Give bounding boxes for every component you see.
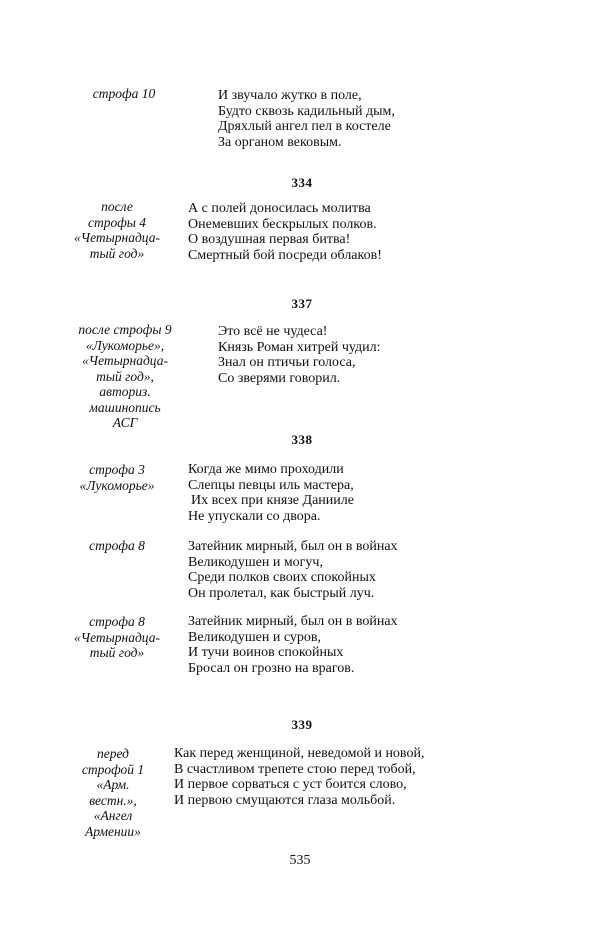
note-line: строфа 3 bbox=[89, 462, 145, 477]
verse-line: Это всё не чудеса! bbox=[218, 324, 328, 339]
note-line: «Лукоморье» bbox=[79, 477, 155, 493]
note-line: Армении» bbox=[85, 823, 141, 839]
entry-verse bbox=[218, 88, 395, 150]
section-number: 339 bbox=[291, 717, 313, 732]
verse-line: Как перед женщиной, неведомой и новой, bbox=[174, 746, 425, 761]
note-line: строфа 10 bbox=[92, 86, 156, 101]
note-line: вестн.», bbox=[89, 792, 137, 808]
verse-line: Когда же мимо проходили bbox=[188, 462, 344, 477]
verse-line: Великодушен и могуч, bbox=[188, 554, 323, 570]
note-line: «Четырнадца- bbox=[82, 353, 168, 368]
verse-line: И тучи воинов спокойных bbox=[188, 645, 344, 660]
verse-line: В счастливом трепете стою перед тобой, bbox=[174, 761, 416, 777]
note-line: тый год», bbox=[96, 368, 154, 384]
verse-line: И первое сорваться с уст боится слово, bbox=[174, 777, 407, 792]
entry-note bbox=[42, 538, 192, 554]
verse-line: За органом вековым. bbox=[218, 134, 342, 150]
entry-note bbox=[42, 462, 192, 493]
verse-line: Среди полков своих спокойных bbox=[188, 570, 376, 585]
verse-line: Великодушен и суров, bbox=[188, 629, 321, 645]
note-line: «Четырнадца- bbox=[74, 629, 160, 645]
entry-note bbox=[49, 86, 199, 102]
note-line: машинопись bbox=[89, 399, 161, 415]
note-line: «Ангел bbox=[93, 808, 133, 823]
verse-line: Он пролетал, как быстрый луч. bbox=[188, 585, 375, 601]
note-line: АСГ bbox=[112, 415, 138, 430]
entry-note bbox=[42, 614, 192, 661]
entry-verse bbox=[188, 201, 382, 263]
verse-line: Со зверями говорил. bbox=[218, 370, 341, 386]
note-line: тый год» bbox=[89, 645, 145, 660]
verse-line: Знал он птичьи голоса, bbox=[218, 355, 356, 370]
note-line: строфа 8 bbox=[89, 614, 145, 629]
verse-line: Смертный бой посреди облаков! bbox=[188, 247, 382, 263]
verse-line: Их всех при князе Данииле bbox=[191, 493, 354, 508]
note-line: после строфы 9 bbox=[78, 322, 172, 337]
section-number: 338 bbox=[291, 432, 313, 447]
section-number: 334 bbox=[291, 175, 313, 190]
verse-line: Не упускали со двора. bbox=[188, 508, 321, 524]
verse-line: Дряхлый ангел пел в костеле bbox=[218, 119, 391, 134]
entry-verse bbox=[188, 462, 354, 524]
verse-line: Затейник мирный, был он в войнах bbox=[188, 614, 398, 629]
verse-line: А с полей доносилась молитва bbox=[188, 201, 371, 216]
note-line: тый год» bbox=[89, 245, 145, 261]
verse-line: Слепцы певцы иль мастера, bbox=[188, 477, 354, 493]
verse-line: Затейник мирный, был он в войнах bbox=[188, 539, 398, 554]
page-number: 535 bbox=[289, 853, 311, 868]
verse-line: Бросал он грозно на врагов. bbox=[188, 660, 355, 676]
entry-verse bbox=[218, 324, 380, 386]
verse-line: Онемевших бескрылых полков. bbox=[188, 216, 377, 232]
note-line: строфа 8 bbox=[89, 538, 145, 553]
verse-line: О воздушная первая битва! bbox=[188, 232, 351, 247]
entry-note bbox=[38, 746, 188, 839]
note-line: авториз. bbox=[99, 384, 151, 399]
entry-note bbox=[42, 199, 192, 261]
note-line: перед bbox=[97, 746, 129, 761]
entry-note bbox=[45, 322, 205, 431]
verse-line: И первою смущаются глаза мольбой. bbox=[174, 792, 396, 808]
entry-verse bbox=[174, 746, 424, 808]
note-line: строфы 4 bbox=[87, 214, 147, 230]
section-number: 337 bbox=[291, 296, 313, 311]
note-line: после bbox=[101, 199, 133, 214]
note-line: «Четырнадца- bbox=[74, 230, 160, 245]
entry-verse bbox=[188, 614, 398, 676]
entry-verse bbox=[188, 539, 398, 601]
verse-line: Князь Роман хитрей чудил: bbox=[218, 339, 381, 355]
verse-line: И звучало жутко в поле, bbox=[218, 88, 362, 103]
verse-line: Будто сквозь кадильный дым, bbox=[218, 103, 395, 119]
note-line: «Лукоморье», bbox=[85, 337, 165, 353]
note-line: строфой 1 bbox=[81, 761, 145, 777]
note-line: «Арм. bbox=[96, 777, 130, 792]
